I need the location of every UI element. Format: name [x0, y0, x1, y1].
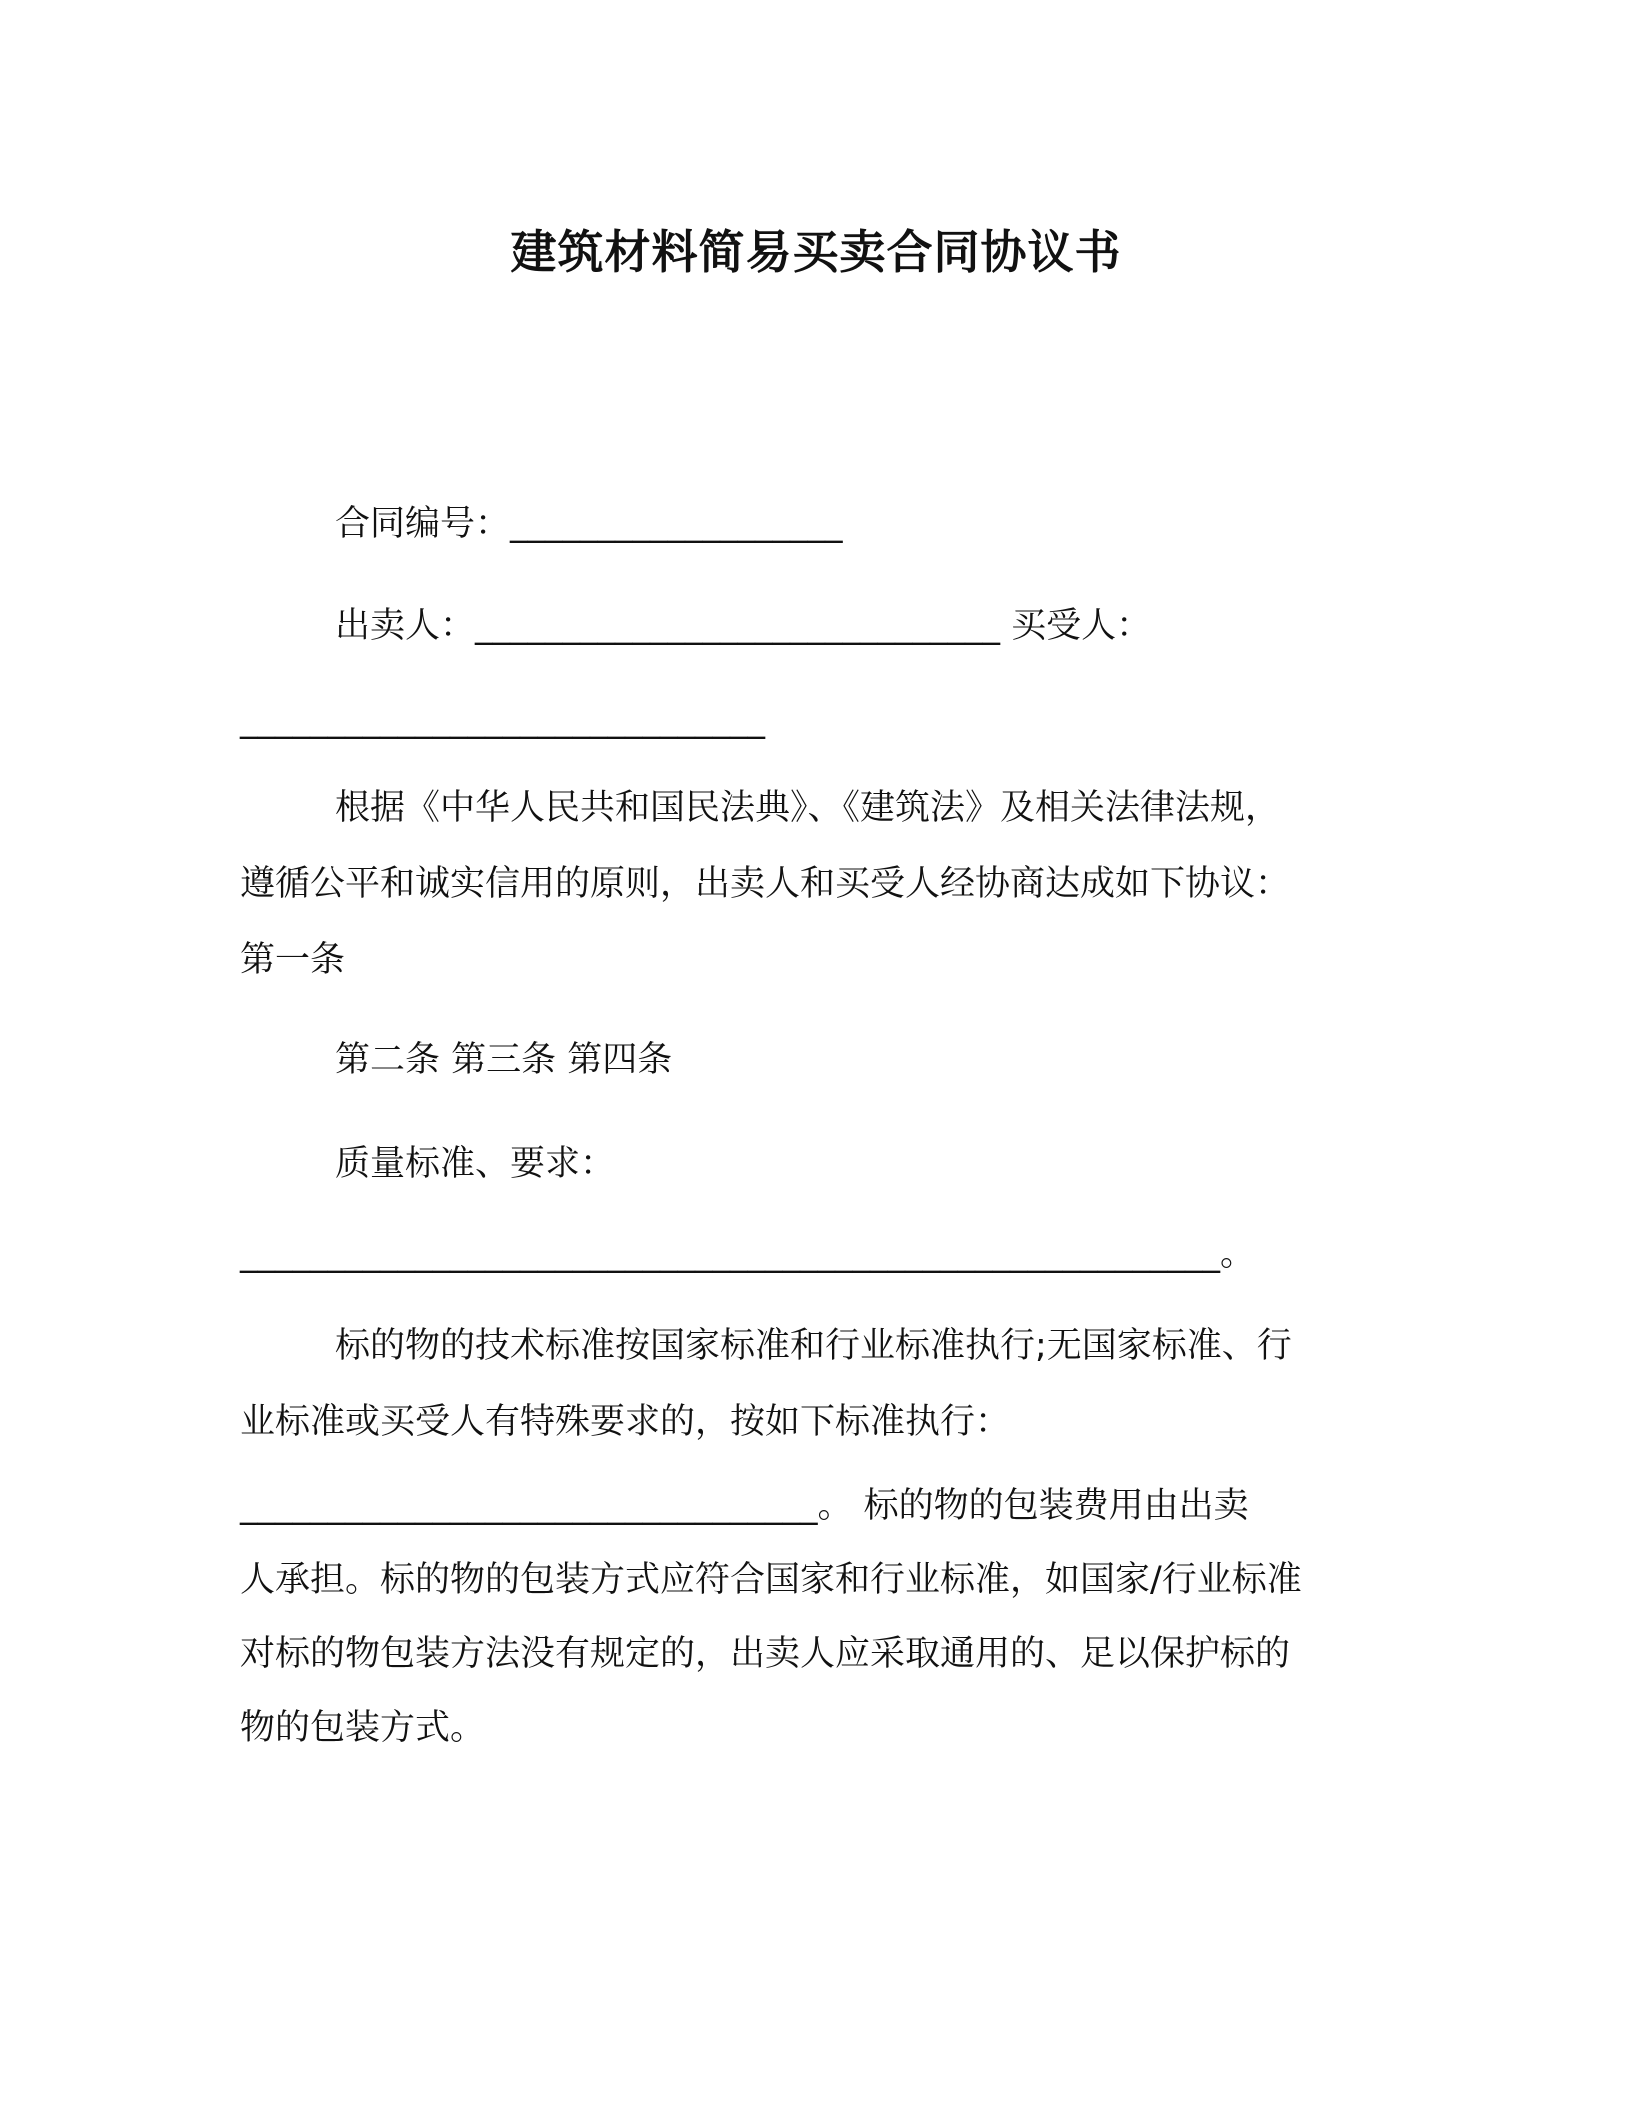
- technical-standard-line-2: 业标准或买受人有特殊要求的，按如下标准执行：: [240, 1402, 1011, 1442]
- contract-number-line: 合同编号：___________________: [335, 504, 843, 544]
- articles-line: 第二条 第三条 第四条: [335, 1040, 673, 1080]
- preamble-line-2: 遵循公平和诚实信用的原则，出卖人和买受人经协商达成如下协议：: [240, 864, 1291, 904]
- packaging-line-4: 物的包装方式。: [240, 1708, 486, 1748]
- packaging-line-1: _________________________________。 标的物的包装费用由出卖: [240, 1486, 1249, 1526]
- buyer-blank-line: ______________________________: [240, 700, 765, 740]
- preamble-line-1: 根据《中华人民共和国民法典》、《建筑法》及相关法律法规，: [335, 788, 1281, 828]
- packaging-line-2: 人承担。标的物的包装方式应符合国家和行业标准，如国家/行业标准: [240, 1560, 1302, 1600]
- article-one-line: 第一条: [240, 940, 346, 980]
- parties-line: 出卖人：______________________________ 买受人：: [335, 606, 1152, 646]
- technical-standard-line-1: 标的物的技术标准按国家标准和行业标准执行;无国家标准、行: [335, 1326, 1292, 1366]
- packaging-line-3: 对标的物包装方法没有规定的，出卖人应采取通用的、足以保护标的: [240, 1634, 1291, 1674]
- quality-standard-blank: ________________________________________________________。: [240, 1234, 1256, 1274]
- document-title: 建筑材料简易买卖合同协议书: [510, 225, 1122, 279]
- quality-standard-label: 质量标准、要求：: [335, 1144, 616, 1184]
